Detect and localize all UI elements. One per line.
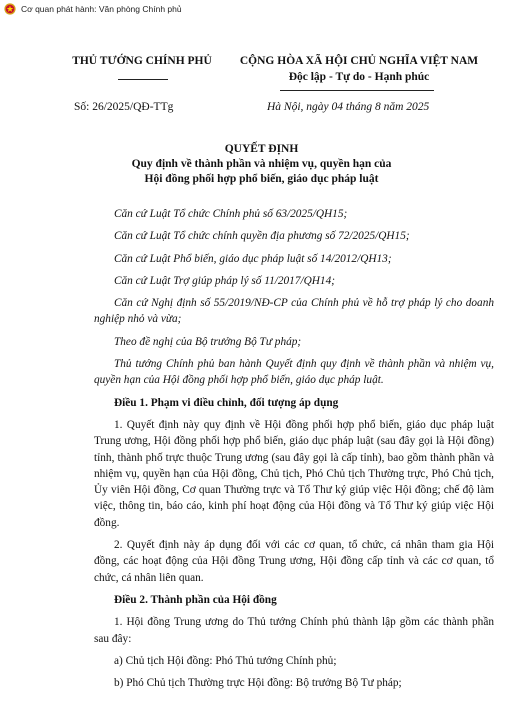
legal-basis-5: Căn cứ Nghị định số 55/2019/NĐ-CP của Chính phủ về hỗ trợ pháp lý cho doanh nghiệp nhỏ và vừa;	[94, 297, 494, 326]
issuance-statement: Thủ tướng Chính phủ ban hành Quyết định quy định về thành phần và nhiệm vụ, quyền hạn của Hội đồng phối hợp phổ biến, giáo dục pháp luật.	[94, 358, 494, 387]
legal-basis-4: Căn cứ Luật Trợ giúp pháp lý số 11/2017/QH14;	[114, 274, 335, 287]
national-motto: Độc lập - Tự do - Hạnh phúc	[288, 71, 430, 83]
motto-underline	[280, 90, 434, 91]
legal-basis-2: Căn cứ Luật Tổ chức chính quyền địa phương số 72/2025/QH15;	[114, 230, 410, 243]
article-2-heading: Điều 2. Thành phần của Hội đồng	[114, 593, 277, 606]
proposal-basis: Theo đề nghị của Bộ trưởng Bộ Tư pháp;	[114, 335, 302, 348]
legal-basis-3: Căn cứ Luật Phổ biến, giáo dục pháp luật số 14/2012/QH13;	[114, 252, 392, 265]
document-number: Số: 26/2025/QĐ-TTg	[74, 101, 174, 113]
national-emblem-icon	[4, 3, 16, 15]
article-2-item-a: a) Chủ tịch Hội đồng: Phó Thủ tướng Chính phủ;	[114, 654, 337, 667]
article-1-clause-1: 1. Quyết định này quy định về Hội đồng phối hợp phổ biến, giáo dục pháp luật Trung ương, Hội đồng phối hợp phổ biến, giáo dục pháp luật (sau đây gọi là Hội đồng) tỉnh, thành phố trực thuộc Trung ương (sau đây gọi là cấp tỉnh), bao gồm thành phần và nhiệm vụ, quyền hạn của Hội đồng, Chủ tịch, Phó Chủ tịch Thường trực, Phó Chủ tịch, Ủy viên Hội đồng, Cơ quan Thường trực và Tổ Thư ký giúp việc Hội đồng; chế độ làm việc, thông tin, báo cáo, kinh phí hoạt động của Hội đồng và Tổ Thư ký giúp việc Hội đồng.	[94, 418, 494, 529]
document-title	[0, 142, 523, 187]
issuer-underline	[118, 79, 168, 80]
title-subject-line1: Quy định về thành phần và nhiệm vụ, quyền hạn của	[131, 158, 392, 170]
source-text: Cơ quan phát hành: Văn phòng Chính phủ	[21, 4, 182, 14]
place-and-date: Hà Nội, ngày 04 tháng 8 năm 2025	[267, 101, 430, 113]
source-bar	[0, 0, 523, 18]
title-subject-line2: Hội đồng phối hợp phổ biến, giáo dục pháp luật	[144, 173, 379, 185]
document-body	[94, 206, 494, 697]
issuer-block	[62, 55, 222, 67]
national-header	[228, 55, 490, 83]
title-type: QUYẾT ĐỊNH	[224, 143, 299, 155]
article-2-clause-1: 1. Hội đồng Trung ương do Thủ tướng Chính phủ thành lập gồm các thành phần sau đây:	[94, 616, 494, 645]
country-name: CỘNG HÒA XÃ HỘI CHỦ NGHĨA VIỆT NAM	[239, 55, 479, 67]
article-1-heading: Điều 1. Phạm vi điều chỉnh, đối tượng áp dụng	[114, 396, 339, 409]
article-2-item-b: b) Phó Chủ tịch Thường trực Hội đồng: Bộ trưởng Bộ Tư pháp;	[114, 677, 402, 690]
article-1-clause-2: 2. Quyết định này áp dụng đối với các cơ quan, tổ chức, cá nhân tham gia Hội đồng, các hoạt động của Hội đồng Trung ương, Hội đồng cấp tỉnh và các cơ quan, tổ chức, cá nhân liên quan.	[94, 539, 494, 584]
legal-basis-1: Căn cứ Luật Tổ chức Chính phủ số 63/2025/QH15;	[114, 208, 348, 220]
issuer-name: THỦ TƯỚNG CHÍNH PHỦ	[72, 55, 212, 67]
